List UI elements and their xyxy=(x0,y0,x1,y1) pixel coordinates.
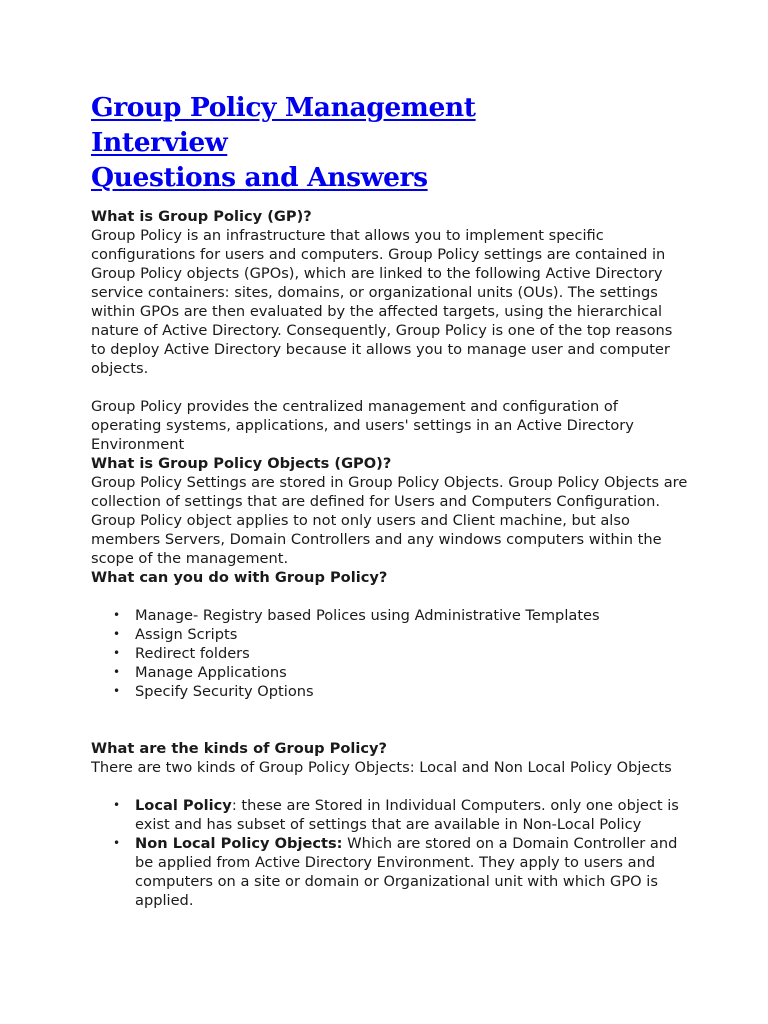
list-item: • Specify Security Options xyxy=(113,683,314,700)
question-what-is-gpo: What is Group Policy Objects (GPO)? xyxy=(91,455,392,472)
answer-gp-paragraph-1: Group Policy is an infrastructure that allows you to implement specific configurations for users and computers. Group Policy settings are contained in Group Policy objects (GPOs), which are linked to the following Active Directory service containers: sites, domains, or organizational units (OUs). The settings within GPOs are then evaluated by the affected targets, using the hierarchical nature of Active Directory. Consequently, Group Policy is one of the top reasons to deploy Active Directory because it allows you to manage user and computer objects. xyxy=(91,227,673,377)
list-item-non-local-policy: • Non Local Policy Objects: Which are stored on a Domain Controller and be applied from Active Directory Environment. They apply to users and computers on a site or domain or Organizational unit with which GPO is applied. xyxy=(113,835,678,909)
page-title-line-1[interactable]: Group Policy Management Interview xyxy=(91,92,476,158)
bullet-icon: • xyxy=(113,646,121,660)
page-title[interactable] xyxy=(91,90,591,195)
term-non-local-policy: Non Local Policy Objects: xyxy=(135,835,343,852)
page-title-line-2[interactable]: Questions and Answers xyxy=(91,162,428,193)
bullet-icon: • xyxy=(113,798,121,812)
document-page xyxy=(91,90,691,910)
bullet-icon: • xyxy=(113,836,121,850)
list-item-local-policy: • Local Policy: these are Stored in Individual Computers. only one object is exist and has subset of settings that are available in Non-Local Policy xyxy=(113,797,679,833)
answer-gpo-paragraph: Group Policy Settings are stored in Group Policy Objects. Group Policy Objects are collection of settings that are defined for Users and Computers Configuration. Group Policy object applies to not only users and Client machine, but also members Servers, Domain Controllers and any windows computers within the scope of the management. xyxy=(91,474,688,567)
bullet-icon: • xyxy=(113,627,121,641)
capabilities-list xyxy=(91,606,691,701)
bullet-icon: • xyxy=(113,608,121,622)
question-kinds-of-gp: What are the kinds of Group Policy? xyxy=(91,740,388,757)
list-item: • Manage- Registry based Polices using Administrative Templates xyxy=(113,607,600,624)
question-what-can-you-do: What can you do with Group Policy? xyxy=(91,569,388,586)
question-what-is-gp: What is Group Policy (GP)? xyxy=(91,208,312,225)
bullet-icon: • xyxy=(113,684,121,698)
kinds-list xyxy=(91,796,691,910)
list-item: • Redirect folders xyxy=(113,645,250,662)
list-item: • Manage Applications xyxy=(113,664,287,681)
answer-kinds-intro: There are two kinds of Group Policy Objects: Local and Non Local Policy Objects xyxy=(91,759,672,776)
bullet-icon: • xyxy=(113,665,121,679)
list-item: • Assign Scripts xyxy=(113,626,238,643)
term-local-policy: Local Policy xyxy=(135,797,232,814)
answer-gp-paragraph-2: Group Policy provides the centralized management and configuration of operating systems, applications, and users' settings in an Active Directory Environment xyxy=(91,398,634,453)
